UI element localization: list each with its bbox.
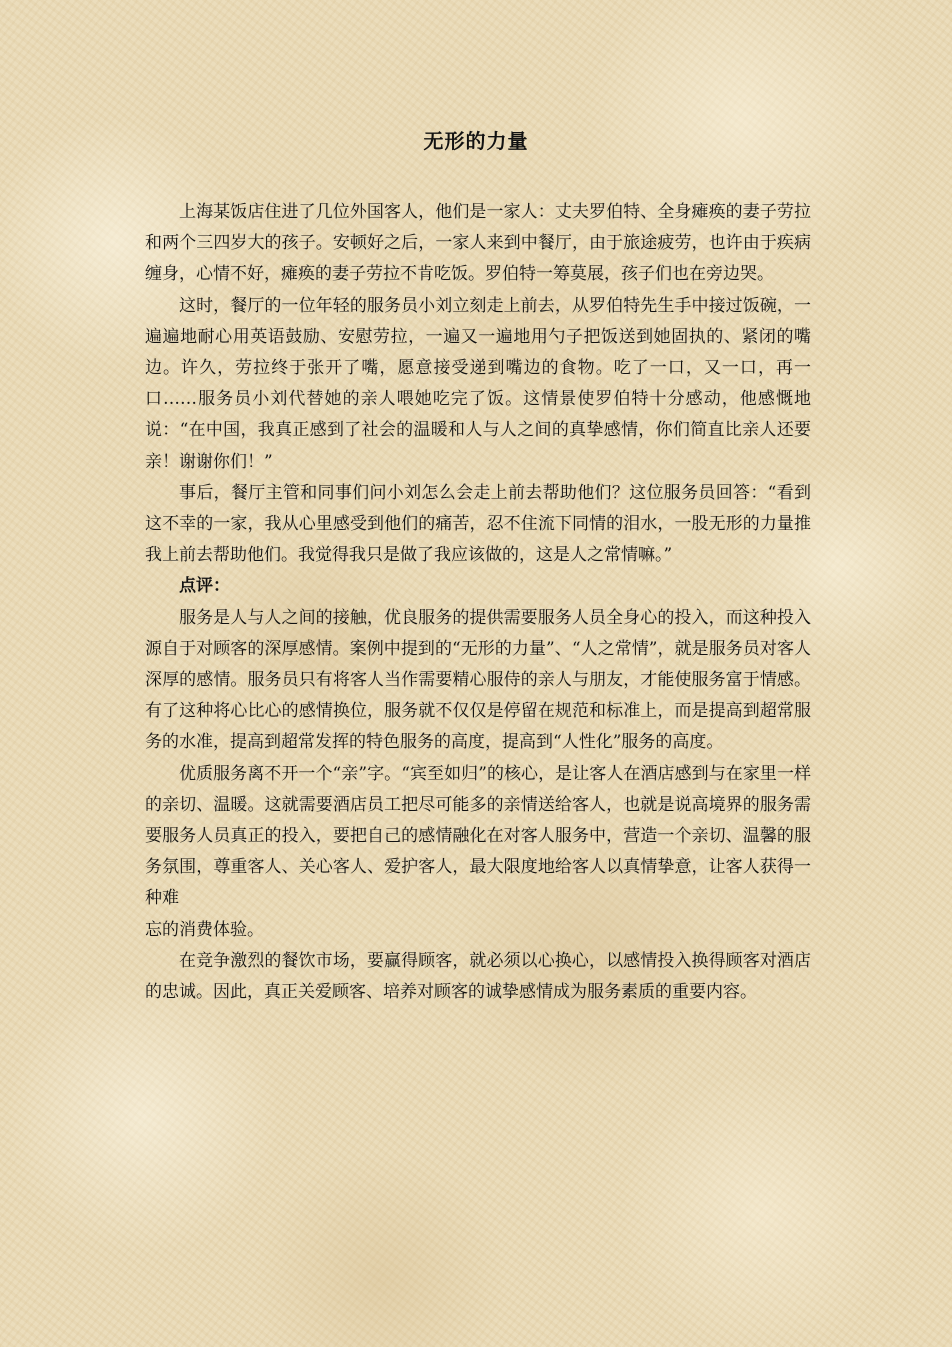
review-paragraph-2-continuation: 忘的消费体验。 [145,919,264,940]
review-paragraph-2: 优质服务离不开一个“亲”字。“宾至如归”的核心，是让客人在酒店感到与在家里一样的亲切、温暖。这就需要酒店员工把尽可能多的亲情送给客人，也就是说高境界的服务需要服务人员真正的投入，要把自己的感情融化在对客人服务中，营造一个亲切、温馨的服务氛围，尊重客人、关心客人、爱护客人，最大限度地给客人以真情挚意，让客人获得一种难 [145,763,811,909]
review-heading: 点评： [179,576,230,597]
story-paragraph-1: 上海某饭店住进了几位外国客人，他们是一家人：丈夫罗伯特、全身瘫痪的妻子劳拉和两个三四岁大的孩子。安顿好之后，一家人来到中餐厅，由于旅途疲劳，也许由于疾病缠身，心情不好，瘫痪的妻子劳拉不肯吃饭。罗伯特一筹莫展，孩子们也在旁边哭。 [145,202,811,285]
review-paragraph-1: 服务是人与人之间的接触，优良服务的提供需要服务人员全身心的投入，而这种投入源自于对顾客的深厚感情。案例中提到的“无形的力量”、“人之常情”，就是服务员对客人深厚的感情。服务员只有将客人当作需要精心服侍的亲人与朋友，才能使服务富于情感。有了这种将心比心的感情换位，服务就不仅仅是停留在规范和标准上，而是提高到超常服务的水准，提高到超常发挥的特色服务的高度，提高到“人性化”服务的高度。 [145,607,811,753]
review-paragraph-3: 在竞争激烈的餐饮市场，要赢得顾客，就必须以心换心，以感情投入换得顾客对酒店的忠诚。因此，真正关爱顾客、培养对顾客的诚挚感情成为服务素质的重要内容。 [145,950,811,1003]
story-paragraph-3: 事后，餐厅主管和同事们问小刘怎么会走上前去帮助他们？这位服务员回答：“看到这不幸的一家，我从心里感受到他们的痛苦，忍不住流下同情的泪水，一股无形的力量推我上前去帮助他们。我觉得我只是做了我应该做的，这是人之常情嘛。” [145,482,811,566]
document-body [145,197,811,1008]
page-title: 无形的力量 [423,129,529,153]
story-paragraph-2: 这时，餐厅的一位年轻的服务员小刘立刻走上前去，从罗伯特先生手中接过饭碗，一遍遍地耐心用英语鼓励、安慰劳拉，一遍又一遍地用勺子把饭送到她固执的、紧闭的嘴边。许久，劳拉终于张开了嘴，愿意接受递到嘴边的食物。吃了一口，又一口，再一口……服务员小刘代替她的亲人喂她吃完了饭。这情景使罗伯特十分感动，他感慨地说：“在中国，我真正感到了社会的温暖和人与人之间的真挚感情，你们简直比亲人还要亲！谢谢你们！” [145,295,811,472]
